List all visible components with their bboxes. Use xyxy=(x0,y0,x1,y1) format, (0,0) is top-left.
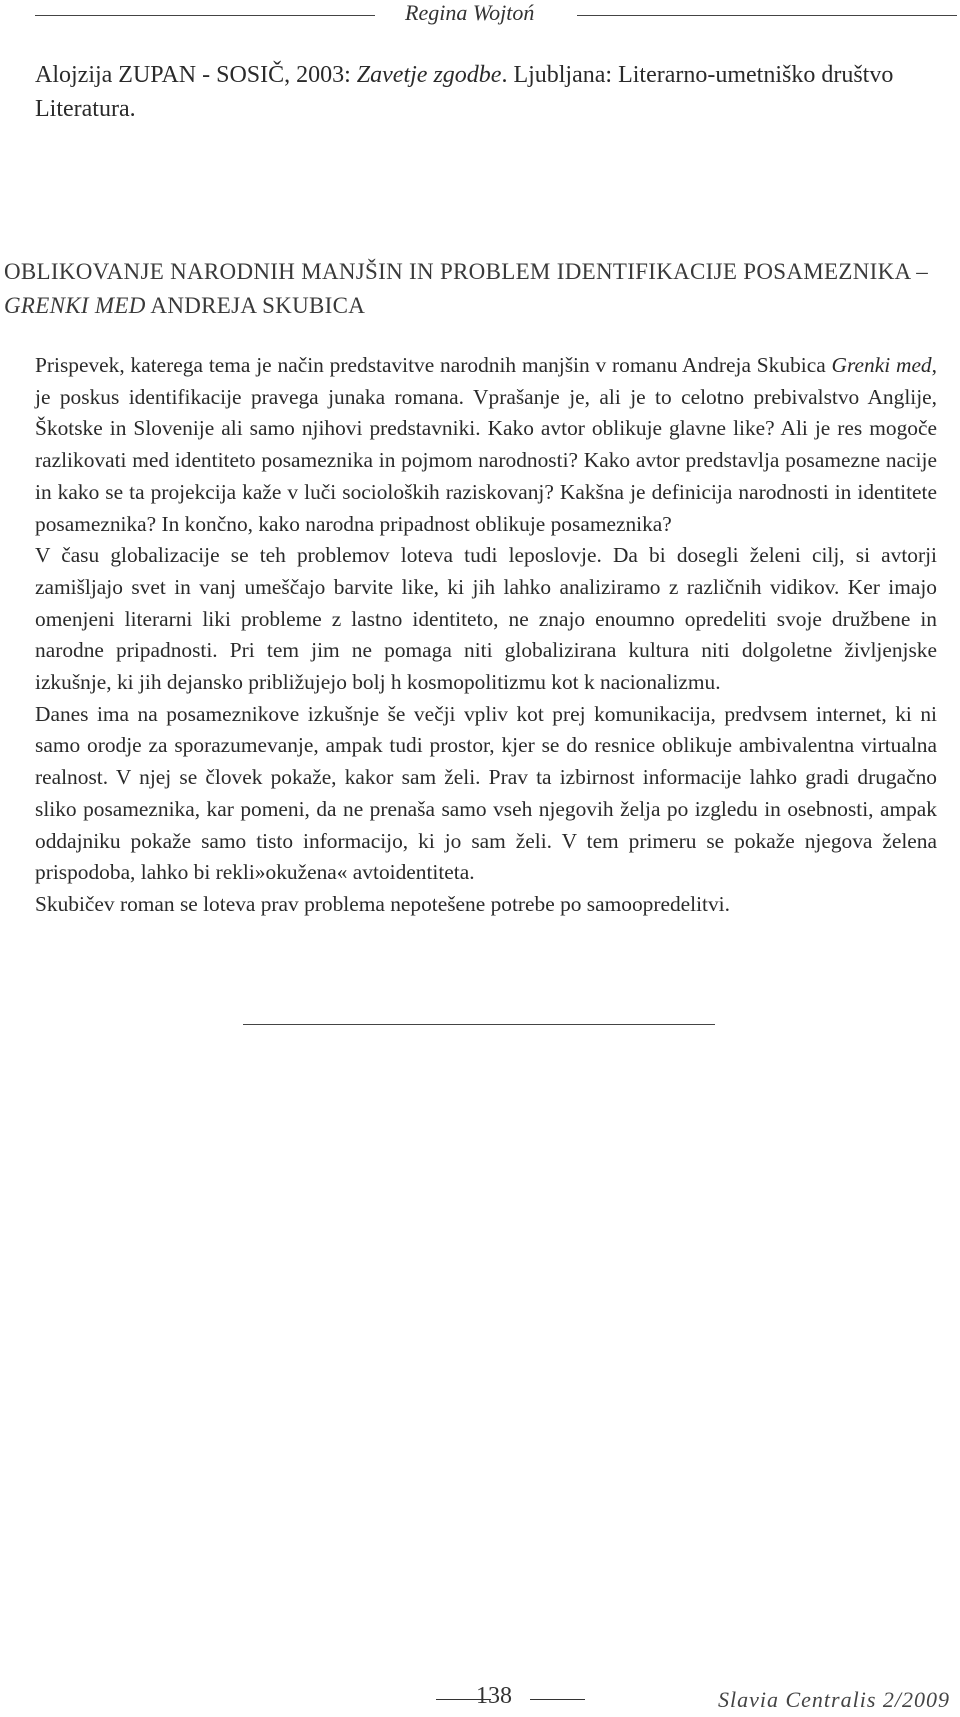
paragraph-2: V času globalizacije se teh problemov loteva tudi leposlovje. Da bi dosegli želeni cilj, si avtorji zamišljajo svet in vanj umeščajo barvite like, ki jih lahko analiziramo z različnih vidikov. Ker imajo omenjeni literarni liki probleme z lastno identiteto, ne znajo enoumno opredeliti svoje družbene in narodne pripadnosti. Pri tem jim ne pomaga niti globalizirana kultura niti dolgoletne življenjske izkušnje, ki jih dejansko približujejo bolj h kosmopolitizmu kot k nacionalizmu. xyxy=(35,543,937,695)
bibliography-entry xyxy=(35,58,935,126)
ref-title: Zavetje zgodbe xyxy=(356,62,502,88)
footer-rule-right xyxy=(530,1699,585,1700)
p1-part-a: Prispevek, katerega tema je način predstavitve narodnih manjšin v romanu Andreja Skubica xyxy=(35,353,832,377)
section-end-rule xyxy=(243,1024,715,1025)
section-title-italic: GRENKI MED xyxy=(4,293,146,318)
header-rule-left xyxy=(35,15,375,16)
header-rule-right xyxy=(577,15,957,16)
p1-part-b: , je poskus identifikacije pravega junaka romana. Vprašanje je, ali je to celotno prebivalstvo Anglije, Škotske in Slovenije ali samo njihovi predstavniki. Kako avtor oblikuje glavne like? Ali je res mogoče razlikovati med identiteto posameznika in pojmom narodnosti? Kako avtor predstavlja posamezne nacije in kako se ta projekcija kaže v luči socioloških raziskovanj? Kakšna je definicija narodnosti in identitete posameznika? In končno, kako narodna pripadnost oblikuje posameznika? xyxy=(35,353,937,536)
abstract-body xyxy=(35,350,937,921)
page-number: 138 xyxy=(476,1683,512,1709)
paragraph-1 xyxy=(35,350,937,540)
section-title xyxy=(4,255,944,323)
section-title-part1: OBLIKOVANJE NARODNIH MANJŠIN IN PROBLEM IDENTIFIKACIJE POSAMEZNIKA – xyxy=(4,259,929,284)
p1-italic-title: Grenki med xyxy=(831,353,932,377)
ref-rest: . Ljubljana: Literarno-umetniško društvo Literatura. xyxy=(35,62,894,122)
paragraph-4: Skubičev roman se loteva prav problema nepotešene potrebe po samoopredelitvi. xyxy=(35,891,730,916)
section-title-part2: ANDREJA SKUBICA xyxy=(145,293,366,318)
running-header xyxy=(0,0,960,32)
header-author: Regina Wojtoń xyxy=(405,0,535,25)
journal-name: Slavia Centralis 2/2009 xyxy=(718,1687,950,1712)
ref-authors: Alojzija ZUPAN - SOSIČ, 2003: xyxy=(35,62,357,88)
paragraph-3: Danes ima na posameznikove izkušnje še večji vpliv kot prej komunikacija, predvsem internet, ki ni samo orodje za sporazumevanje, ampak tudi prostor, kjer se do resnice oblikuje ambivalentna virtualna realnost. V njej se človek pokaže, kakor sam želi. Prav ta izbirnost informacije lahko gradi drugačno sliko posameznika, kar pomeni, da ne prenaša samo vseh njegovih želja po izgledu in osebnosti, ampak oddajniku pokaže samo tisto informacijo, ki jo sam želi. V tem primeru se pokaže njegova želena prispodoba, lahko bi rekli»okužena« avtoidentiteta. xyxy=(35,701,937,885)
page-footer xyxy=(0,1683,960,1717)
